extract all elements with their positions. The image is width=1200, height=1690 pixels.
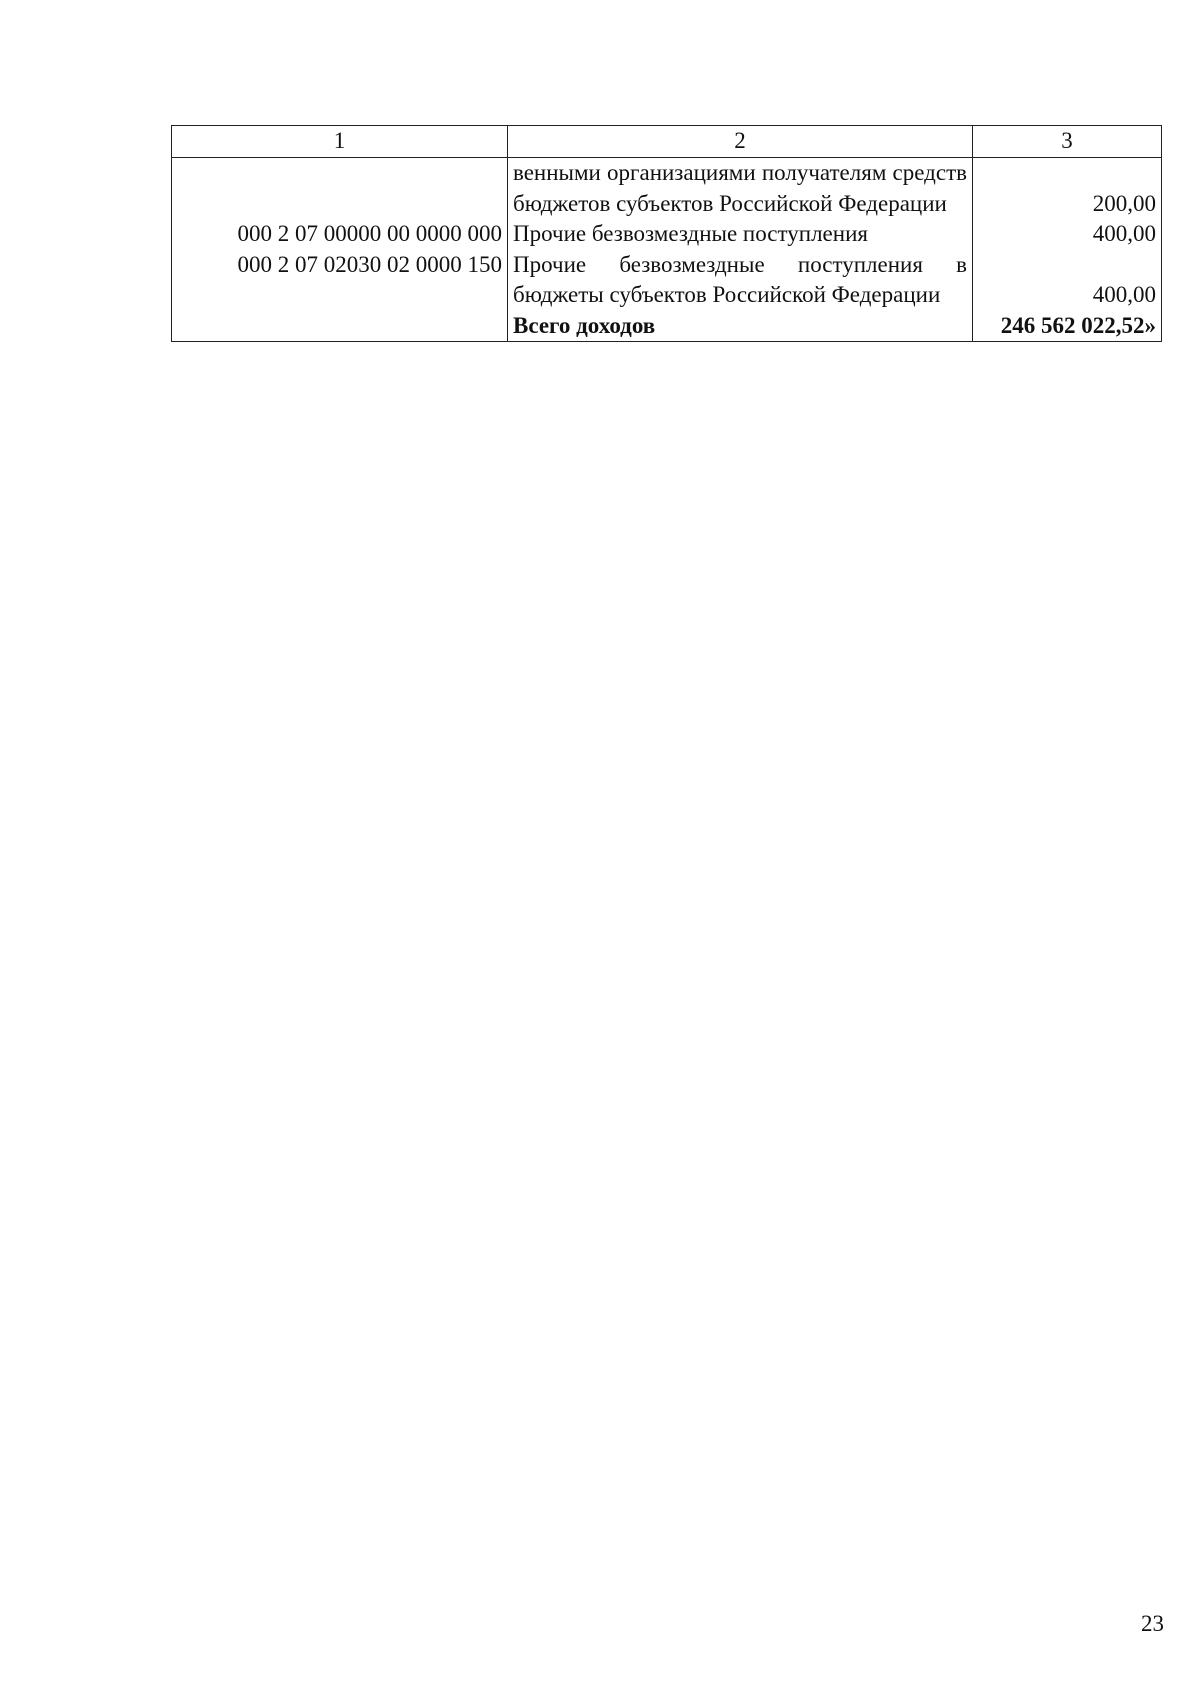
revenue-table (171, 125, 1162, 342)
row-code: 000 2 07 02030 02 0000 150 (172, 250, 508, 311)
table-header-row (172, 126, 1162, 158)
total-label: Всего доходов (508, 311, 973, 342)
row-amount: 400,00 (973, 250, 1162, 311)
table-total-row (172, 311, 1162, 342)
row-amount: 200,00 (973, 158, 1162, 220)
table-row (172, 219, 1162, 250)
page-number: 23 (1141, 1611, 1164, 1636)
column-header-2: 2 (508, 126, 973, 158)
row-name: Прочие безвозмездные поступления в бюджеты субъектов Российской Федерации (508, 250, 973, 311)
column-header-3: 3 (973, 126, 1162, 158)
column-header-1: 1 (172, 126, 508, 158)
total-amount: 246 562 022,52» (973, 311, 1162, 342)
total-code (172, 311, 508, 342)
row-code (172, 158, 508, 220)
row-code: 000 2 07 00000 00 0000 000 (172, 219, 508, 250)
table-row (172, 250, 1162, 311)
row-name: венными организациями получателям средств бюджетов субъектов Российской Федерации (508, 158, 973, 220)
row-amount: 400,00 (973, 219, 1162, 250)
row-name: Прочие безвозмездные поступления (508, 219, 973, 250)
table-row (172, 158, 1162, 220)
